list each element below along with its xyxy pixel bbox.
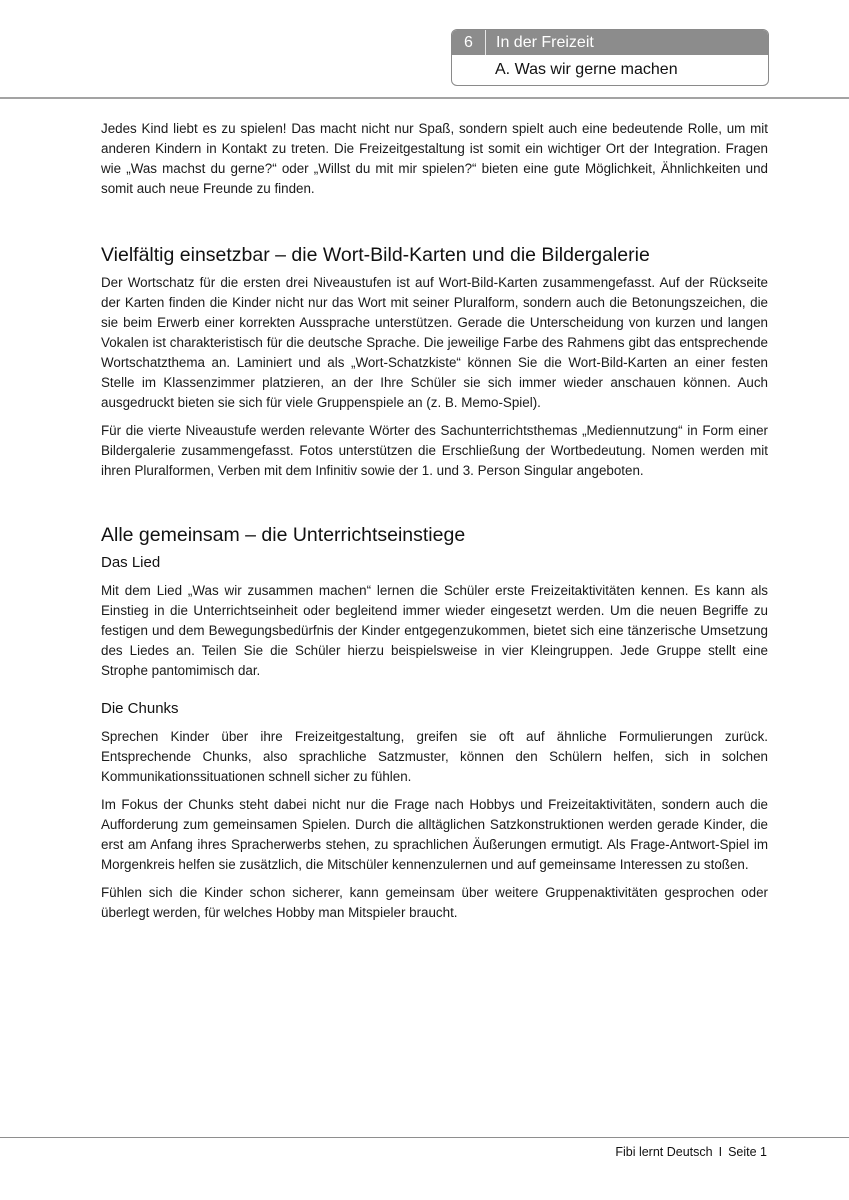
publication-name: Fibi lernt Deutsch xyxy=(615,1145,713,1159)
paragraph: Im Fokus der Chunks steht dabei nicht nur die Frage nach Hobbys und Freizeitaktivitäten, sondern auch die Aufforderung zum gemeinsamen Spielen. Durch die alltäglichen Satzkonstruktionen werden gerade Kinder, die erst am Anfang ihres Spracherwerbs stehen, zu sprachlichen Äußerungen ermutigt. Als Frage-Antwort-Spiel im Morgenkreis helfen sie zusätzlich, die Mitschüler kennenzulernen und auf gemeinsame Interessen zu stoßen. xyxy=(101,797,768,872)
page-number: Seite 1 xyxy=(728,1145,767,1159)
section-title: A. Was wir gerne machen xyxy=(495,61,678,78)
header-divider xyxy=(0,97,849,99)
intro-paragraph: Jedes Kind liebt es zu spielen! Das macht nicht nur Spaß, sondern spielt auch eine bedeutende Rolle, um mit anderen Kindern in Kontakt zu treten. Die Freizeitgestaltung ist somit ein wichtiger Ort der Integration. Fragen wie „Was machst du gerne?“ oder „Willst du mit mir spielen?“ bieten eine gute Möglichkeit, Ähnlichkeiten und somit auch neue Freunde zu finden. xyxy=(101,121,768,196)
paragraph: Der Wortschatz für die ersten drei Niveaustufen ist auf Wort-Bild-Karten zusammengefasst. Auf der Rückseite der Karten finden die Kinder nicht nur das Wort mit seiner Pluralform, sondern auch die Betonungszeichen, die sie beim Erwerb einer korrekten Aussprache unterstützen. Gerade die Unterscheidung von kurzen und langen Vokalen ist charakteristisch für die deutsche Sprache. Die jeweilige Farbe des Rahmens gibt das entsprechende Wortschatzthema an. Laminiert und als „Wort-Schatzkiste“ können Sie die Wort-Bild-Karten an einer festen Stelle im Klassenzimmer platzieren, an der Ihre Schüler sie sich immer wieder anschauen können. Auch ausgedruckt bieten sie sich für viele Gruppenspiele an (z. B. Memo-Spiel). xyxy=(101,275,768,410)
paragraph: Für die vierte Niveaustufe werden relevante Wörter des Sachunterrichtsthemas „Mediennutzung“ in Form einer Bildergalerie zusammengefasst. Fotos unterstützen die Erschließung der Wortbedeutung. Nomen werden mit ihren Pluralformen, Verben mit dem Infinitiv sowie der 1. und 3. Person Singular angeboten. xyxy=(101,423,768,478)
paragraph: Mit dem Lied „Was wir zusammen machen“ lernen die Schüler erste Freizeitaktivitäten kennen. Es kann als Einstieg in die Unterrichtseinheit oder begleitend immer wieder eingesetzt werden. Um die neuen Begriffe zu festigen und dem Bewegungsbedürfnis der Kinder entgegenzukommen, bietet sich eine tänzerische Umsetzung des Liedes an. Teilen Sie die Schüler hierzu beispielsweise in vier Kleingruppen. Jede Gruppe stellt eine Strophe pantomimisch dar. xyxy=(101,583,768,678)
footer-separator: I xyxy=(718,1145,723,1159)
footer-divider xyxy=(0,1137,849,1138)
paragraph: Sprechen Kinder über ihre Freizeitgestaltung, greifen sie oft auf ähnliche Formulierungen zurück. Entsprechende Chunks, also sprachliche Satzmuster, können den Schülern helfen, sich in solchen Kommunikationssituationen schnell sicher zu fühlen. xyxy=(101,729,768,784)
chapter-header xyxy=(451,29,769,86)
chapter-bar xyxy=(452,30,768,55)
main-content xyxy=(101,119,768,923)
subsection-heading-die-chunks: Die Chunks xyxy=(101,700,179,717)
section-heading-unterrichtseinstiege: Alle gemeinsam – die Unterrichtseinstiege xyxy=(101,524,466,546)
section-heading-wort-bild-karten: Vielfältig einsetzbar – die Wort-Bild-Karten und die Bildergalerie xyxy=(101,244,650,266)
chapter-number: 6 xyxy=(452,30,486,55)
chapter-title: In der Freizeit xyxy=(496,34,594,51)
subsection-heading-das-lied: Das Lied xyxy=(101,554,161,571)
paragraph: Fühlen sich die Kinder schon sicherer, kann gemeinsam über weitere Gruppenaktivitäten gesprochen oder überlegt werden, für welches Hobby man Mitspieler braucht. xyxy=(101,885,768,920)
page-footer xyxy=(615,1145,767,1159)
